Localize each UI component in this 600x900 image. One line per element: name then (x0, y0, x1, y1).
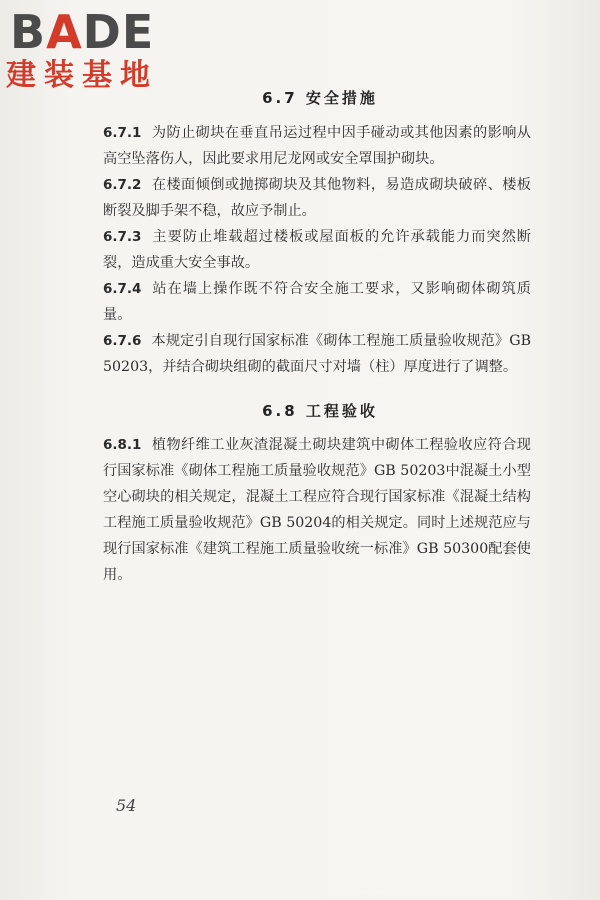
clause-text: 为防止砌块在垂直吊运过程中因手碰动或其他因素的影响从高空坠落伤人，因此要求用尼龙网或安全罩围护砌块。 (103, 125, 531, 167)
clause-text: 主要防止堆载超过楼板或屋面板的允许承载能力而突然断裂，造成重大安全事故。 (103, 229, 531, 271)
clause-6-7-1 (103, 120, 531, 172)
clause-number: 6.7.4 (103, 281, 142, 297)
clause-text: 植物纤维工业灰渣混凝土砌块建筑中砌体工程验收应符合现行国家标准《砌体工程施工质量验收规范》GB 50203中混凝土小型空心砌块的相关规定，混凝土工程应符合现行国家标准《混凝土结构工程施工质量验收规范》GB 50204的相关规定。同时上述规范应与现行国家标准《建筑工程施工质量验收统一标准》GB 50300配套使用。 (103, 437, 531, 583)
clause-number: 6.7.1 (103, 125, 142, 141)
clause-text: 站在墙上操作既不符合安全施工要求，又影响砌体砌筑质量。 (103, 281, 531, 323)
bade-logo (6, 6, 181, 96)
logo-letters-de: DE (82, 5, 155, 59)
clause-number: 6.7.3 (103, 229, 142, 245)
clause-text: 在楼面倾倒或抛掷砌块及其他物料，易造成砌块破碎、楼板断裂及脚手架不稳，故应予制止。 (103, 177, 531, 219)
logo-subtitle: 建装基地 (6, 58, 158, 93)
clause-6-8-1 (103, 432, 531, 588)
clause-text: 本规定引自现行国家标准《砌体工程施工质量验收规范》GB 50203，并结合砌块组砌的截面尺寸对墙（柱）厚度进行了调整。 (103, 333, 531, 375)
clause-number: 6.7.2 (103, 177, 142, 193)
clause-6-7-2 (103, 172, 531, 224)
clause-number: 6.8.1 (103, 437, 142, 453)
clause-6-7-4 (103, 276, 531, 328)
clause-6-7-6 (103, 328, 531, 380)
clause-6-7-3 (103, 224, 531, 276)
logo-letter-b: B (10, 5, 47, 59)
section-title-6-7: 6.7 安全措施 (262, 89, 378, 107)
logo-wordmark (10, 6, 154, 58)
clause-number: 6.7.6 (103, 333, 142, 349)
page-number: 54 (116, 796, 137, 815)
section-title-6-8: 6.8 工程验收 (262, 402, 378, 420)
logo-letter-a: A (46, 5, 83, 59)
